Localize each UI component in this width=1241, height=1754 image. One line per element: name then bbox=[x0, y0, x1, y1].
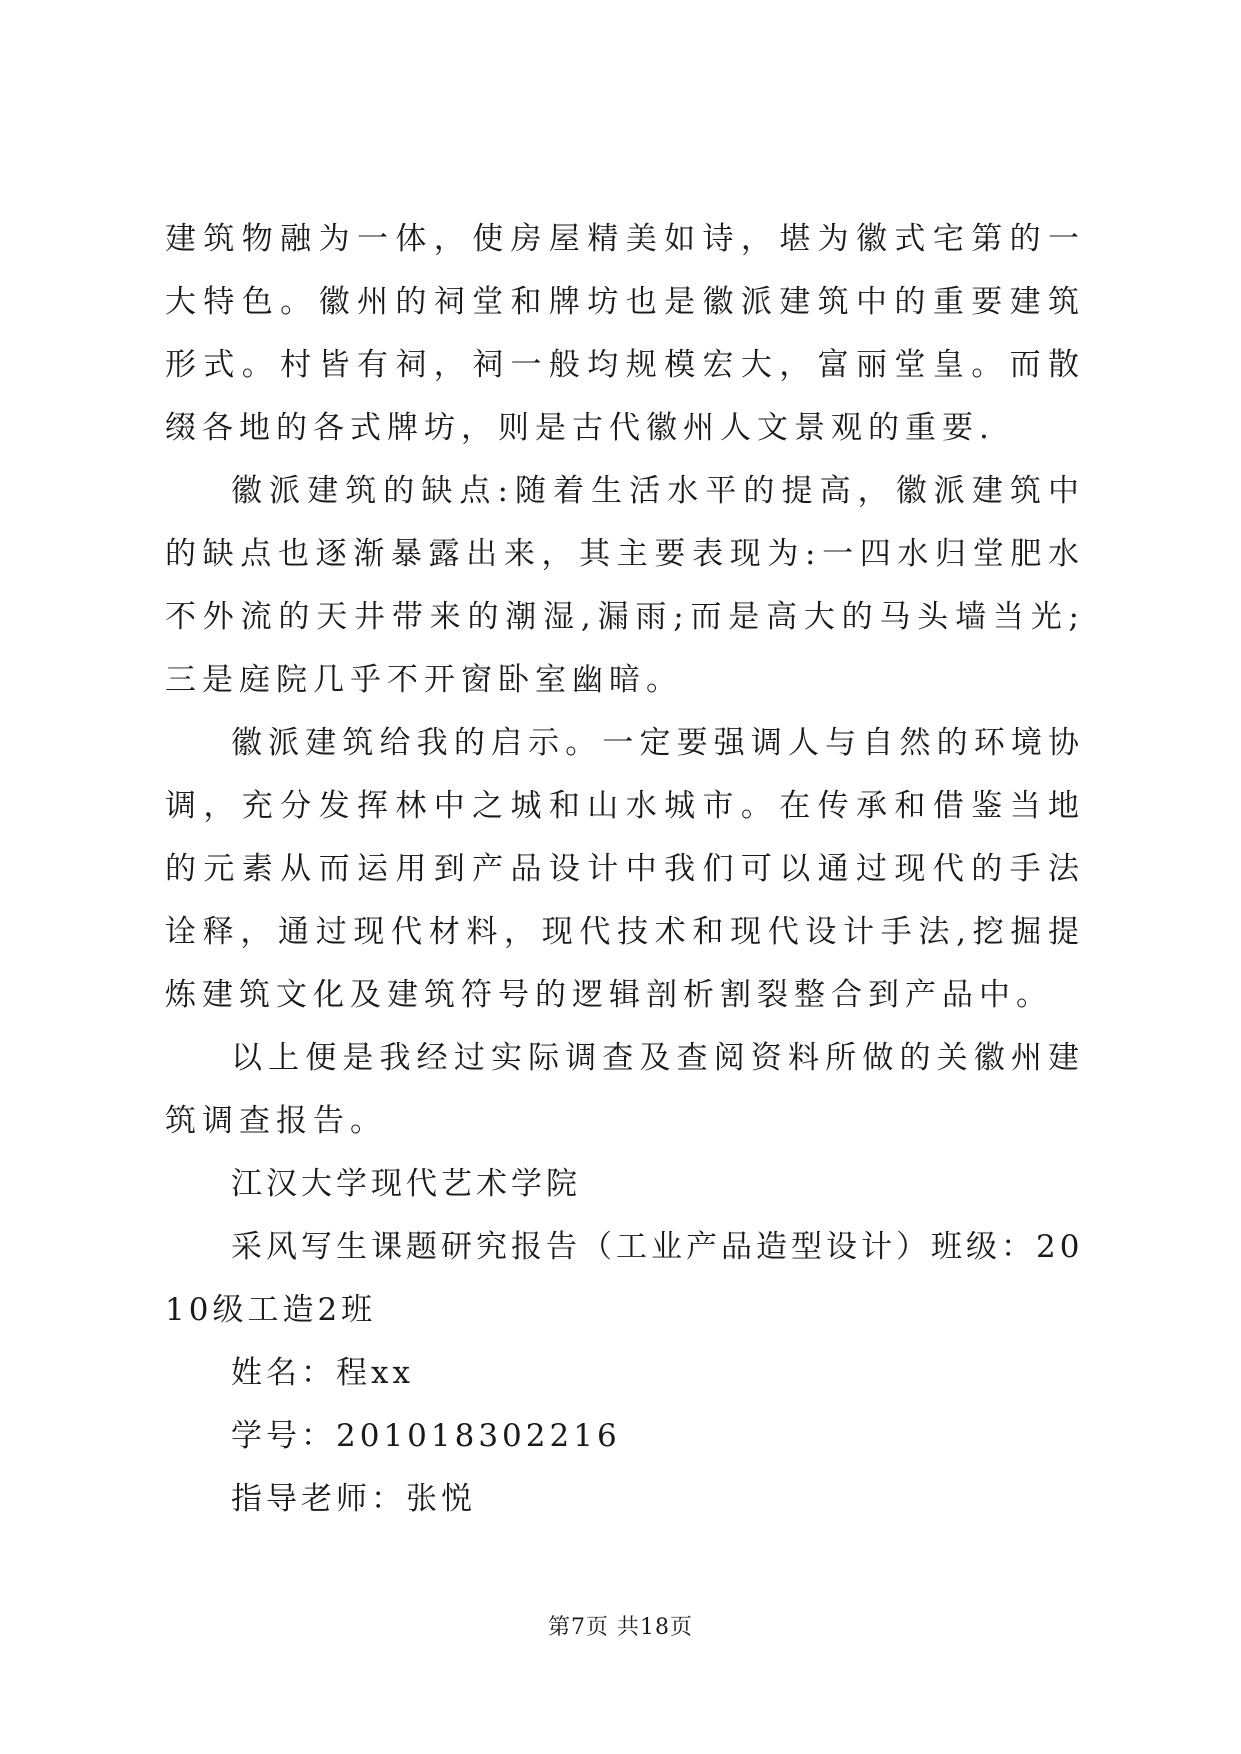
student-id: 学号：201018302216 bbox=[231, 1418, 621, 1454]
student-name: 姓名：程xx bbox=[231, 1355, 414, 1391]
paragraph-conclusion: 以上便是我经过实际调查及查阅资料所做的关徽州建筑调查报告。 bbox=[165, 1040, 1085, 1139]
page-number: 第7页 共18页 bbox=[548, 1615, 693, 1640]
report-class-line: 采风写生课题研究报告（工业产品造型设计）班级：2010级工造2班 bbox=[165, 1229, 1084, 1328]
document-body bbox=[165, 208, 1085, 1531]
school-name: 江汉大学现代艺术学院 bbox=[231, 1166, 581, 1202]
paragraph-disadvantages: 徽派建筑的缺点:随着生活水平的提高，徽派建筑中的缺点也逐渐暴露出来，其主要表现为:一四水归堂肥水不外流的天井带来的潮湿,漏雨;而是高大的马头墙当光;三是庭院几乎不开窗卧室幽暗。 bbox=[165, 473, 1085, 698]
paragraph-huizhou-architecture: 建筑物融为一体，使房屋精美如诗，堪为徽式宅第的一大特色。徽州的祠堂和牌坊也是徽派建筑中的重要建筑形式。村皆有祠，祠一般均规模宏大，富丽堂皇。而散缀各地的各式牌坊，则是古代徽州人文景观的重要. bbox=[165, 221, 1085, 446]
advisor-name: 指导老师：张悦 bbox=[231, 1481, 476, 1517]
paragraph-inspiration: 徽派建筑给我的启示。一定要强调人与自然的环境协调，充分发挥林中之城和山水城市。在传承和借鉴当地的元素从而运用到产品设计中我们可以通过现代的手法诠释，通过现代材料，现代技术和现代设计手法,挖掘提炼建筑文化及建筑符号的逻辑剖析割裂整合到产品中。 bbox=[165, 725, 1085, 1013]
